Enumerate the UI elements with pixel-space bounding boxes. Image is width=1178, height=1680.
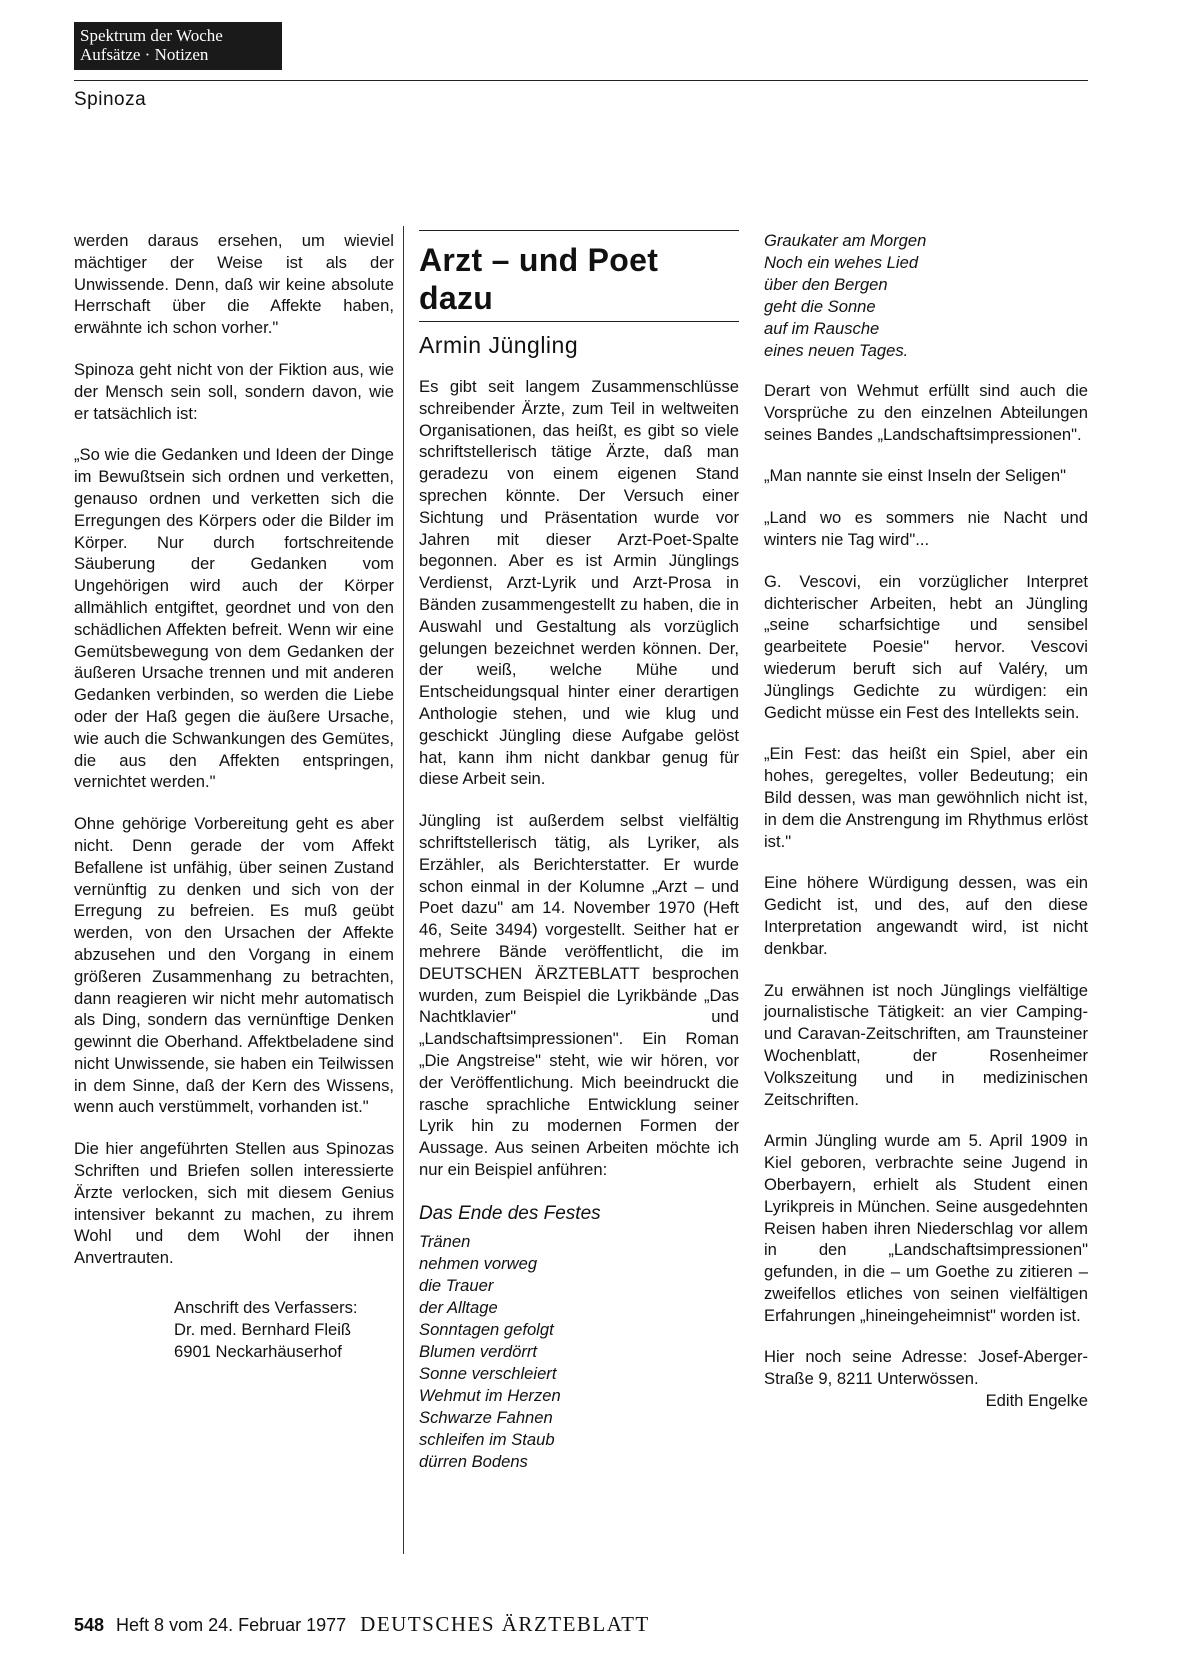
title-rule [419,230,739,231]
poem-line: die Trauer [419,1275,494,1295]
address-place: 6901 Neckarhäuserhof [174,1342,342,1362]
poem [419,1231,739,1473]
address-paragraph: Hier noch seine Adresse: Josef-Aberger-Straße 9, 8211 Unterwössen. [764,1347,1088,1389]
journal-section-label [74,22,282,70]
quote-paragraph: „Land wo es sommers nie Nacht und winters nie Tag wird"... [764,508,1088,549]
author-address [174,1297,394,1363]
poem-line: Blumen verdörrt [419,1341,538,1361]
title-rule [419,321,739,322]
paragraph: Es gibt seit langem Zusammenschlüsse schreibender Ärzte, zum Teil in weltweiten Organisationen, das heißt, es gibt so viele schriftstellerisch tätige Ärzte, daß man geradezu von einem eigenen Stand sprechen könnte. Der Versuch einer Sichtung und Präsentation wurde vor Jahren mit dieser Arzt-Poet-Spalte begonnen. Aber es ist Armin Jünglings Verdienst, Arzt-Lyrik und Arzt-Prosa in Bänden zusammengestellt zu haben, die in Auswahl und Gestaltung als vorzüglich gelungen bezeichnet werden können. Der, der weiß, welche Mühe und Entscheidungsqual hinter einer derartigen Anthologie stehen, und wie klug und geschickt Jüngling diese Aufgabe gelöst hat, kann ihm nicht dankbar genug für diese Arbeit sein. [419,377,739,789]
paragraph: Jüngling ist außerdem selbst vielfältig schriftstellerisch tätig, als Lyriker, als Erzähler, als Berichterstatter. Er wurde schon einmal in der Kolumne „Arzt – und Poet dazu" am 14. November 1970 (Heft 46, Seite 3494) vorgestellt. Seither hat er mehrere Bände veröffentlicht, die im DEUTSCHEN ÄRZTEBLATT besprochen wurden, zum Beispiel die Lyrikbände „Das Nachtklavier" und „Landschaftsimpressionen". Ein Roman „Die Angstreise" steht, wie wir hören, vor der Veröffentlichung. Mich beeindruckt die rasche sprachliche Entwicklung seiner Lyrik hin zu modernen Formen der Aussage. Aus seinen Arbeiten möchte ich nur ein Beispiel anführen: [419,811,739,1179]
paragraph: Armin Jüngling wurde am 5. April 1909 in Kiel geboren, verbrachte seine Jugend in Oberbayern, erhielt als Student einen Lyrikpreis in München. Seine ausgedehnten Reisen haben ihren Niederschlag vor allem in den „Landschaftsimpressionen" gefunden, in die – um Goethe zu zitieren – zweifellos etliches von seinen vielfältigen Erfahrungen „hineingeheimnist" worden ist. [764,1131,1088,1325]
paragraph: Derart von Wehmut erfüllt sind auch die Vorsprüche zu den einzelnen Abteilungen seines Bandes „Landschaftsimpressionen". [764,381,1088,444]
poem-line: Tränen [419,1231,471,1251]
paragraph: Eine höhere Würdigung dessen, was ein Gedicht ist, und des, auf den diese Interpretation angewandt wird, ist nicht denkbar. [764,873,1088,958]
poem-line: Schwarze Fahnen [419,1407,553,1427]
paragraph: G. Vescovi, ein vorzüglicher Interpret dichterischer Arbeiten, hebt an Jüngling „seine scharfsichtige und sensibel gearbeitete Poesie" hervor. Vescovi wiederum beruft sich auf Valéry, um Jünglings Gedichte zu würdigen: ein Gedicht müsse ein Fest des Intellekts sein. [764,571,1088,722]
poem-line: Noch ein wehes Lied [764,253,919,272]
poem-line: über den Bergen [764,275,888,294]
poem-line: dürren Bodens [419,1451,528,1471]
paragraph: Spinoza geht nicht von der Fiktion aus, wie der Mensch sein soll, sondern davon, wie er tatsächlich ist: [74,359,394,423]
poem-title: Das Ende des Festes [419,1202,601,1224]
article-title: Arzt – und Poet dazu [419,242,659,316]
column-right [764,230,1088,1412]
poem-continued [764,230,1088,362]
poem-line: Wehmut im Herzen [419,1385,561,1405]
column-divider [403,226,404,1554]
page-number: 548 [74,1615,105,1635]
publication-name: DEUTSCHES ÄRZTEBLATT [360,1612,650,1636]
header-rule [74,80,1088,81]
section-label-line2: Aufsätze · Notizen [80,45,209,64]
poem-line: Sonntagen gefolgt [419,1319,554,1339]
quote-paragraph: „Ein Fest: das heißt ein Spiel, aber ein hohes, geregeltes, voller Bedeutung; ein Bild dessen, was man gewöhnlich nicht ist, in dem die Anstrengung im Rhythmus erlöst ist." [764,744,1088,851]
address-label: Anschrift des Verfassers: [174,1298,358,1318]
poem-line: nehmen vorweg [419,1253,538,1273]
page-footer [74,1612,650,1637]
paragraph: Zu erwähnen ist noch Jünglings vielfältige journalistische Tätigkeit: an vier Camping- und Caravan-Zeitschriften, am Traunsteiner Wochenblatt, der Rosenheimer Volkszeitung und in medizinischen Zeitschriften. [764,980,1088,1109]
signature: Edith Engelke [985,1391,1088,1411]
column-middle [419,230,739,1491]
article-subject: Armin Jüngling [419,332,579,358]
address-name: Dr. med. Bernhard Fleiß [174,1320,352,1340]
poem-line: schleifen im Staub [419,1429,555,1449]
quote-paragraph: „So wie die Gedanken und Ideen der Dinge im Bewußtsein sich ordnen und verketten, genauso ordnen und verketten sich die Erregungen des Körpers oder die Bilder im Körper. Nur durch fortschreitende Säuberung der Gedanken vom Ungehörigen wird auch der Körper allmählich entgiftet, geordnet und von den schädlichen Affekten befreit. Wenn wir eine Gemütsbewegung von dem Gedanken der äußeren Ursache trennen und mit anderen Gedanken verbinden, so werden die Liebe oder der Haß gegen die äußere Ursache, wie auch die Schwankungen des Gemütes, die aus den Affekten entspringen, vernichtet werden." [74,445,394,792]
paragraph: Ohne gehörige Vorbereitung geht es aber nicht. Denn gerade der vom Affekt Befallene ist unfähig, über seinen Zustand vernünftig zu denken und sich von der Erregung zu befreien. Es muß geübt werden, von den Ursachen der Affekte abzusehen und den Vorgang in einem größeren Zusammenhang zu betrachten, dann reagieren wir nicht mehr automatisch als Ding, sondern das vernünftige Denken gewinnt die Oberhand. Affektbeladene sind nicht Unwissende, sie haben ein Teilwissen in dem Sinne, daß der Kern des Wissens, wenn auch verstümmelt, vorhanden ist." [74,814,394,1117]
poem-line: auf im Rausche [764,319,880,338]
poem-line: der Alltage [419,1297,498,1317]
poem-line: eines neuen Tages. [764,341,909,360]
issue-info: Heft 8 vom 24. Februar 1977 [116,1615,347,1635]
section-title: Spinoza [74,89,147,110]
paragraph: werden daraus ersehen, um wieviel mächtiger der Weise ist als der Unwissende. Denn, daß wir keine absolute Herrschaft über die Affekte haben, erwähnte ich schon vorher." [74,231,394,338]
column-left [74,230,394,1363]
poem-line: geht die Sonne [764,297,876,316]
section-label-line1: Spektrum der Woche [80,26,223,45]
paragraph: Die hier angeführten Stellen aus Spinozas Schriften und Briefen sollen interessierte Ärzte verlocken, sich mit diesem Genius intensiver bekannt zu machen, zu ihrem Wohl und dem Wohl der ihnen Anvertrauten. [74,1139,394,1268]
poem-line: Graukater am Morgen [764,231,927,250]
quote-paragraph: „Man nannte sie einst Inseln der Seligen" [764,466,1066,486]
poem-line: Sonne verschleiert [419,1363,557,1383]
